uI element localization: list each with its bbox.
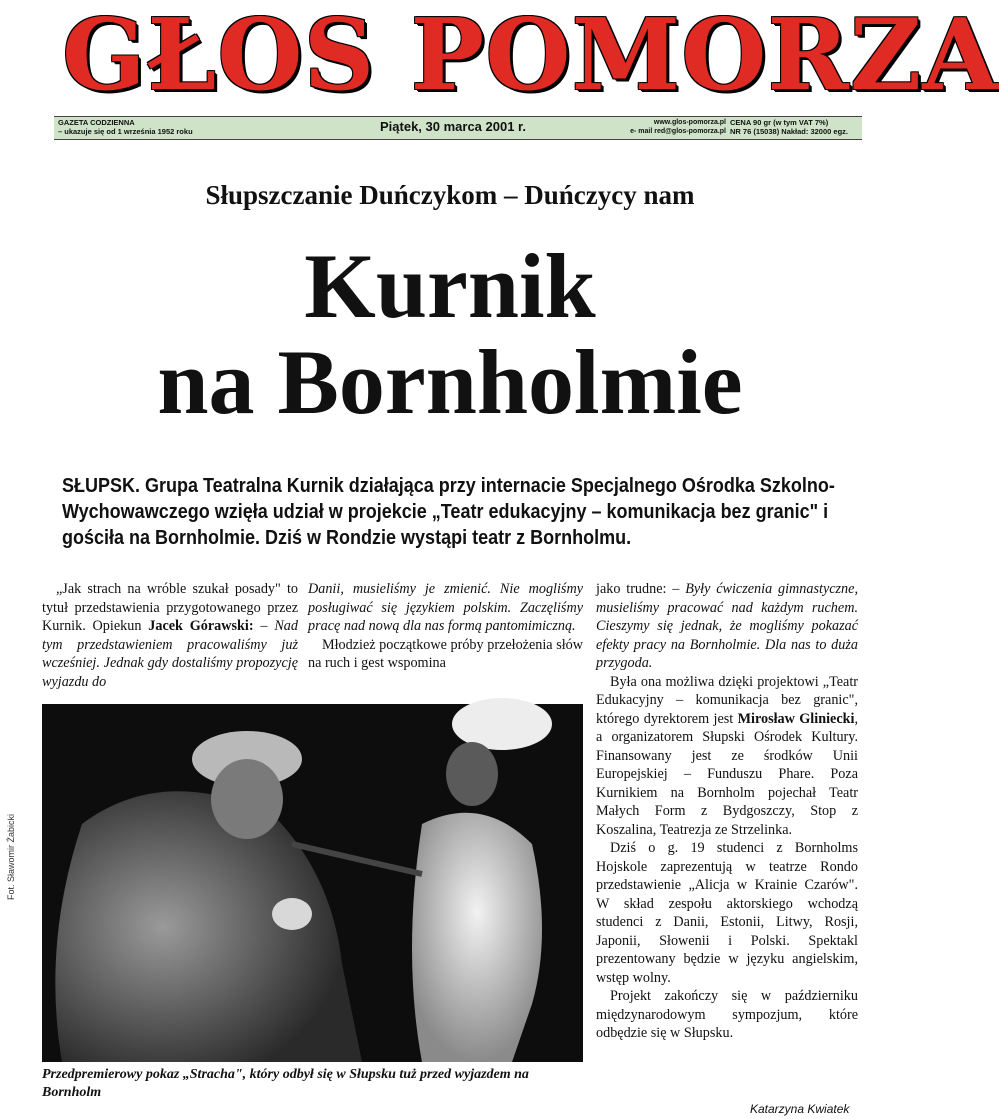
person-name: Jacek Górawski: [148, 618, 254, 634]
article-headline [40, 235, 860, 433]
article-lead [62, 473, 854, 551]
website: www.glos-pomorza.pl [653, 119, 726, 126]
photo-illustration [42, 704, 583, 1062]
paper-type: GAZETA CODZIENNA [58, 118, 135, 127]
article-column-2 [308, 580, 583, 673]
masthead-title: GŁOS POMORZA [62, 0, 999, 113]
article-subhead: Słupszczanie Duńczykom – Duńczycy nam [205, 180, 695, 210]
photo-caption: Przedpremierowy pokaz „Stracha", który odbył się w Słupsku tuż przed wyjazdem na Bornholm [42, 1067, 529, 1100]
lead-text: SŁUPSK. Grupa Teatralna Kurnik działająca przy internacie Specjalnego Ośrodka Szkolno-Wychowawczego wzięła udział w projekcie „Teatr edukacyjny – komunikacja bez granic" i gościła na Bornholmie. Dziś w Rondzie wystąpi teatr z Bornholmu. [62, 475, 835, 549]
director-name: Mirosław Gliniecki [737, 710, 855, 727]
masthead-price-info [730, 118, 848, 136]
email: e- mail red@glos-pomorza.pl [630, 128, 726, 135]
article-photo [42, 704, 583, 1062]
article-column-1 [42, 580, 298, 691]
paper-since: – ukazuje się od 1 września 1952 roku [58, 127, 193, 136]
issue-date: Piątek, 30 marca 2001 r. [380, 119, 527, 134]
price: CENA 90 gr (w tym VAT 7%) [730, 118, 829, 127]
headline-line-2: na Bornholmie [157, 331, 743, 433]
col3-text-2b: , a organizatorem Słupski Ośrodek Kultury. Finansowany jest ze środków Unii Europejskiej – Funduszu Phare. Poza Kurnikiem na Bornholm pojechał Teatr Małych Form z Bydgoszczy, Stop z Koszalina, Teatrezja ze Strzelinka. [596, 710, 858, 838]
photo-credit: Fot. Sławomir Żabicki [6, 813, 16, 900]
col2-paragraph: Młodzież początkowe próby przełożenia słów na ruch i gest wspomina [308, 636, 583, 671]
col1-quote: – Nad tym przedstawieniem pracowaliśmy już wcześniej. Jednak gdy dostaliśmy propozycję wyjazdu do [42, 618, 298, 690]
col3-quote: – Były ćwiczenia gimnastyczne, musieliśmy pracować nad każdym ruchem. Cieszymy się jednak, że mogliśmy pokazać efekty pracy na Bornholmie. Dla nas to duża przygoda. [596, 581, 858, 671]
article-author: Katarzyna Kwiatek [750, 1102, 850, 1116]
issue-number: NR 76 (15038) Nakład: 32000 egz. [730, 127, 848, 136]
col3-paragraph-4: Projekt zakończy się w październiku międzynarodowym sympozjum, które odbędzie się w Słupsku. [596, 988, 858, 1041]
masthead-info-bar [54, 116, 862, 140]
col3-text-1a: jako trudne: [596, 581, 673, 597]
col3-paragraph-3: Dziś o g. 19 studenci z Bornholms Hojskole zaprezentują w teatrze Rondo przedstawienie „Alicja w Krainie Czarów". W skład zespołu aktorskiego wchodzą studenci z Danii, Estonii, Litwy, Rosji, Japonii, Słowenii i Polski. Spektakl prezentowany będzie w języku angielskim, wstęp wolny. [596, 840, 858, 986]
col1-text: „Jak strach na wróble szukał posady" to tytuł przedstawienia przygotowanego przez Kurnik. Opiekun [42, 581, 298, 634]
col3-text-2a: Była ona możliwa dzięki projektowi „Teatr Edukacyjny – komunikacja bez granic", którego dyrektorem jest [596, 673, 858, 727]
article-column-3 [596, 580, 858, 1043]
masthead-contact [616, 118, 726, 136]
col2-quote: Danii, musieliśmy je zmienić. Nie mogliśmy posługiwać się językiem polskim. Zaczęliśmy pracę nad nową dla nas formą pantomimiczną. [308, 581, 583, 634]
headline-line-1: Kurnik [304, 235, 596, 337]
masthead-left-info [58, 118, 193, 136]
